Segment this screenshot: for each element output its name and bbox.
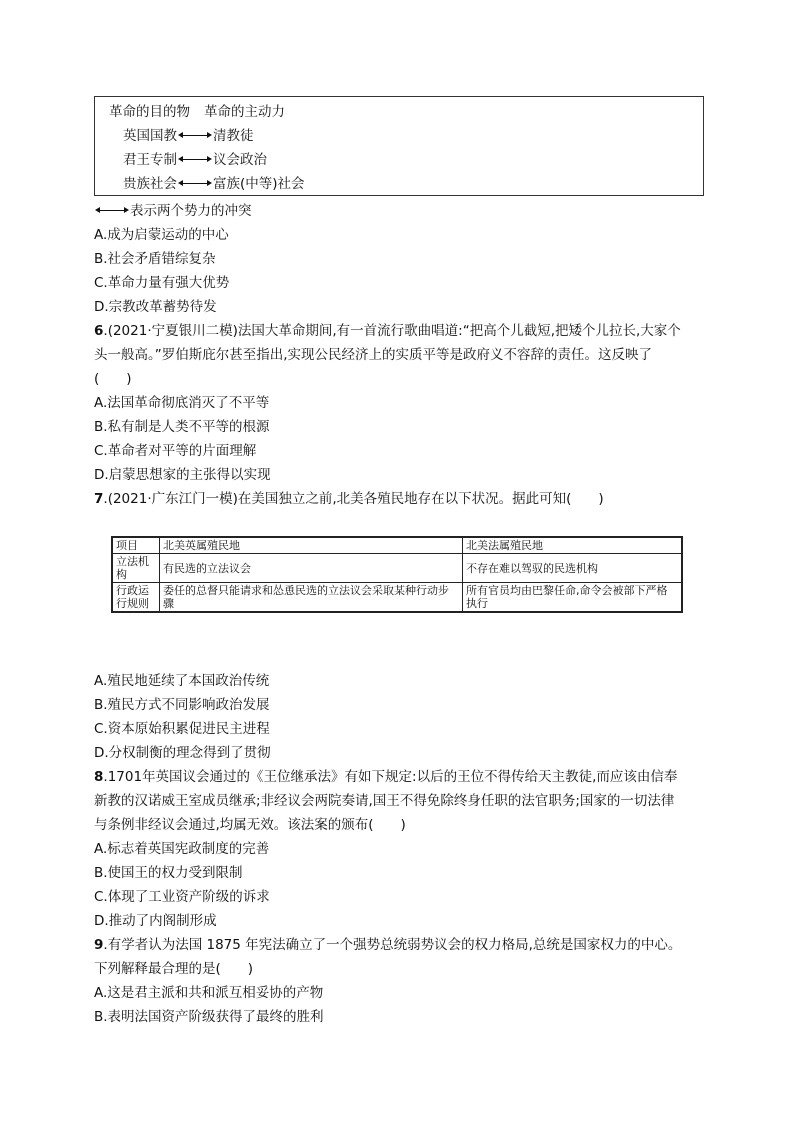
conflict-figure [94,96,704,196]
figure-row-left: 君王专制 [123,152,177,168]
q8-option-d: D.推动了内阁制形成 [94,913,217,929]
q6-answer-blank: ( ) [94,371,132,387]
colony-comparison-table [111,536,683,613]
q6-option-c: C.革命者对平等的片面理解 [94,443,257,459]
figure-row-left: 英国国教 [123,128,177,144]
table-cell: 委任的总督只能请求和怂恿民选的立法议会采取某种行动步骤 [160,583,463,613]
q8-stem-line: .1701年英国议会通过的《王位继承法》有如下规定:以后的王位不得传给天主教徒,而应该由信奉 [103,769,678,785]
double-arrow-icon [178,155,212,165]
figure-row-right: 议会政治 [213,152,267,168]
q9-stem-line: .有学者认为法国 1875 年宪法确立了一个强势总统弱势议会的权力格局,总统是国家权力的中心。 [103,937,682,953]
q6-option-d: D.启蒙思想家的主张得以实现 [94,467,271,483]
q5-option-d: D.宗教改革蓄势待发 [94,299,217,315]
q5-option-c: C.革命力量有强大优势 [94,275,230,291]
q8-option-a: A.标志着英国宪政制度的完善 [94,841,270,857]
double-arrow-icon [178,131,212,141]
figure-row [123,151,267,169]
double-arrow-icon [95,206,129,216]
table-cell: 立法机构 [112,554,160,583]
q5-option-a: A.成为启蒙运动的中心 [94,227,229,243]
q6-stem-line: .(2021·宁夏银川二模)法国大革命期间,有一首流行歌曲唱道:“把高个儿截短,把矮个儿拉长,大家个 [103,323,681,339]
q8-stem-line: 新教的汉诺威王室成员继承;非经议会两院奏请,国王不得免除终身任职的法官职务;国家的一切法律 [94,793,675,809]
figure-header-right: 革命的主动力 [204,104,285,120]
double-arrow-icon [178,179,212,189]
q7-stem-line: .(2021·广东江门一模)在美国独立之前,北美各殖民地存在以下状况。据此可知( ) [103,491,604,507]
q7-option-d: D.分权制衡的理念得到了贯彻 [94,745,271,761]
q6-stem-line: 头一般高。”罗伯斯庇尔甚至指出,实现公民经济上的实质平等是政府义不容辞的责任。这反映了 [94,347,653,363]
q8-number: 8 [94,769,104,785]
figure-legend-text: 表示两个势力的冲突 [130,203,252,219]
q7-option-c: C.资本原始积累促进民主进程 [94,721,270,737]
table-cell: 所有官员均由巴黎任命,命令会被部下严格执行 [463,583,683,613]
figure-row-left: 贵族社会 [123,176,177,192]
figure-legend [94,202,252,220]
figure-row-right: 清教徒 [213,128,254,144]
q6-option-b: B.私有制是人类不平等的根源 [94,419,270,435]
figure-row-right: 富族(中等)社会 [213,176,305,192]
table-cell: 有民选的立法议会 [160,554,463,583]
figure-row [123,175,305,193]
table-cell: 不存在难以驾驭的民选机构 [463,554,683,583]
q6-option-a: A.法国革命彻底消灭了不平等 [94,395,270,411]
q9-stem [94,936,681,954]
q6-number: 6 [94,323,104,339]
q9-option-b: B.表明法国资产阶级获得了最终的胜利 [94,1009,324,1025]
table-cell: 行政运行规则 [112,583,160,613]
q5-option-b: B.社会矛盾错综复杂 [94,251,216,267]
q9-number: 9 [94,937,104,953]
figure-header [109,103,285,121]
q7-number: 7 [94,491,104,507]
table-header-row [112,537,682,554]
table-row [112,583,682,613]
q6-stem [94,322,681,340]
q9-stem-line: 下列解释最合理的是( ) [94,961,254,977]
q8-stem [94,768,677,786]
q7-stem [94,490,604,508]
figure-row [123,127,254,145]
q9-option-a: A.这是君主派和共和派互相妥协的产物 [94,985,324,1001]
figure-header-left: 革命的目的物 [109,104,190,120]
q8-stem-line: 与条例非经议会通过,均属无效。该法案的颁布( ) [94,817,406,833]
table-header-cell: 项目 [112,537,160,554]
table-row [112,554,682,583]
q7-option-b: B.殖民方式不同影响政治发展 [94,697,270,713]
table-header-cell: 北美英属殖民地 [160,537,463,554]
table-header-cell: 北美法属殖民地 [463,537,683,554]
q8-option-b: B.使国王的权力受到限制 [94,865,243,881]
q7-option-a: A.殖民地延续了本国政治传统 [94,673,270,689]
q8-option-c: C.体现了工业资产阶级的诉求 [94,889,270,905]
